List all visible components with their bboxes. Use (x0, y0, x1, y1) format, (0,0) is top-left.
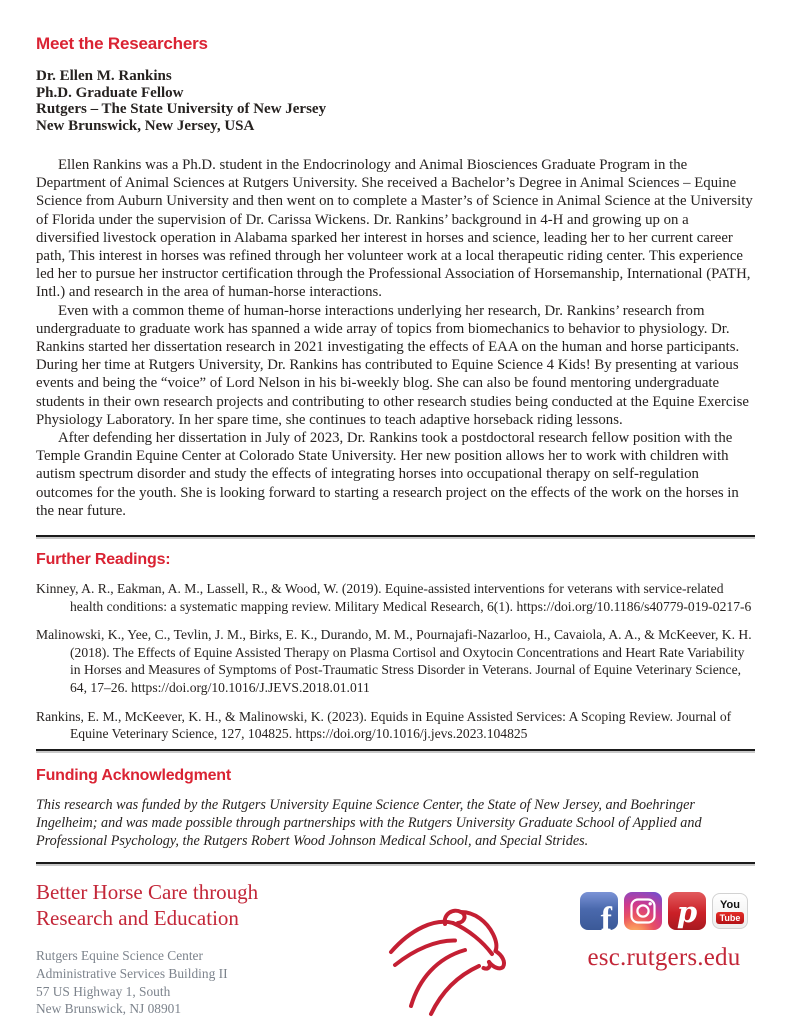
pinterest-icon[interactable] (668, 892, 706, 930)
bio-paragraph-1: Ellen Rankins was a Ph.D. student in the Endocrinology and Animal Biosciences Graduate Program in the Department of Animal Sciences at Rutgers University. She received a Bachelor’s Degree in Animal Sciences – Equine Science from Auburn University and then went on to complete a Master’s of Science in Animal Science at the University of Florida under the supervision of Dr. Carissa Wickens. Dr. Rankins’ background in 4-H and growing up on a diversified livestock operation in Alabama sparked her interest in horses and science, leading her to her current career path, This interest in horses was refined through her volunteer work at a local therapeutic riding center. This experience led her to pursue her instructor certification through the Professional Association of Horsemanship, International (PATH, Intl.) and research in the area of human-horse interactions. (36, 157, 753, 301)
researcher-university: Rutgers – The State University of New Jersey (36, 101, 327, 117)
bio-paragraph-3: After defending her dissertation in July of 2023, Dr. Rankins took a postdoctoral research fellow position with the Temple Grandin Equine Center at Colorado State University. Her new position allows her to work with children with autism spectrum disorder and study the effects of integrating horses into occupational therapy on self-regulation outcomes for the youth. She is looking forward to starting a research project on the effects of the work on the horses in the near future. (36, 430, 739, 519)
researcher-name: Dr. Ellen M. Rankins (36, 68, 172, 84)
researcher-title: Ph.D. Graduate Fellow (36, 84, 184, 101)
tagline (36, 880, 344, 931)
center-address (36, 947, 344, 1017)
tagline-line-1: Better Horse Care through (36, 880, 259, 905)
facebook-icon[interactable] (580, 892, 618, 939)
address-line-4: New Brunswick, NJ 08901 (36, 1001, 182, 1017)
citation-kinney-2019: Kinney, A. R., Eakman, A. M., Lassell, R., & Wood, W. (2019). Equine-assisted interventions for veterans with service-related health conditions: a systematic mapping review. Military Medical Research, 6(1). https://doi.org/10.1186/s40779-019-0217-6 (36, 581, 752, 614)
further-readings-section (36, 551, 755, 743)
funding-text: This research was funded by the Rutgers University Equine Science Center, the State of New Jersey, and Boehringer Ingelheim; and was made possible through partnerships with the Rutgers University Graduate School of Applied and Professional Psychology, the Rutgers Robert Wood Johnson Medical School, and Special Strides. (36, 796, 702, 850)
citation-malinowski-2018: Malinowski, K., Yee, C., Tevlin, J. M., Birks, E. K., Durando, M. M., Pournajafi-Nazarloo, H., Cavaiola, A. A., & McKeever, K. H. (2018). The Effects of Equine Assisted Therapy on Plasma Cortisol and Oxytocin Concentrations and Heart Rate Variability in Horses and Measures of Symptoms of Post-Traumatic Stress Disorder in Veterans. Journal of Equine Veterinary Science, 64, 17–26. https://doi.org/10.1016/J.JEVS.2018.01.011 (36, 627, 752, 696)
funding-heading: Funding Acknowledgment (36, 766, 231, 784)
youtube-you-text: You (720, 899, 740, 912)
pinterest-p-glyph: p (676, 894, 698, 929)
footer-right-column (575, 880, 753, 1018)
bio-paragraph-2: Even with a common theme of human-horse interactions underlying her research, Dr. Rankins’ research from undergraduate to graduate work has spanned a wide array of topics from biomechanics to behavior to physiology. Dr. Rankins started her dissertation research in 2021 investigating the effects of EAA on the human and horse participants. During her time at Rutgers University, Dr. Rankins has contributed to Equine Science 4 Kids! By presenting at various events and being the “voice” of Lord Nelson in his bi-weekly blog. She can also be found mentoring undergraduate students in their own research projects and contributing to other research studies being conducted at the Equine Exercise Physiology Laboratory. In her spare time, she continues to teach adaptive horseback riding lessons. (36, 302, 749, 428)
section-divider (36, 749, 755, 751)
youtube-icon[interactable] (712, 893, 748, 929)
instagram-icon[interactable] (624, 892, 662, 930)
address-line-2: Administrative Services Building II (36, 966, 228, 982)
funding-section (36, 767, 755, 851)
page-footer (36, 864, 755, 1018)
section-divider (36, 535, 755, 537)
tagline-line-2: Research and Education (36, 905, 239, 930)
website-link[interactable]: esc.rutgers.edu (587, 944, 741, 972)
social-icons-row (575, 892, 753, 939)
instagram-camera-glyph (630, 898, 656, 924)
footer-left-column (36, 880, 344, 1018)
further-readings-heading: Further Readings: (36, 551, 171, 569)
youtube-tube-text: Tube (716, 912, 745, 924)
facebook-f-glyph: f (600, 901, 612, 939)
address-line-1: Rutgers Equine Science Center (36, 948, 203, 964)
meet-the-researchers-section (36, 34, 755, 520)
footer-center-column (344, 880, 575, 1018)
address-line-3: 57 US Highway 1, South (36, 983, 171, 999)
researcher-location: New Brunswick, New Jersey, USA (36, 117, 255, 134)
horse-logo (385, 906, 535, 1018)
researcher-info (36, 68, 755, 134)
citation-rankins-2023: Rankins, E. M., McKeever, K. H., & Malinowski, K. (2023). Equids in Equine Assisted Services: A Scoping Review. Journal of Equine Veterinary Science, 127, 104825. https://doi.org/10.1016/j.jevs.2023.104825 (36, 708, 732, 742)
biography (36, 156, 755, 520)
meet-researchers-heading: Meet the Researchers (36, 34, 208, 53)
